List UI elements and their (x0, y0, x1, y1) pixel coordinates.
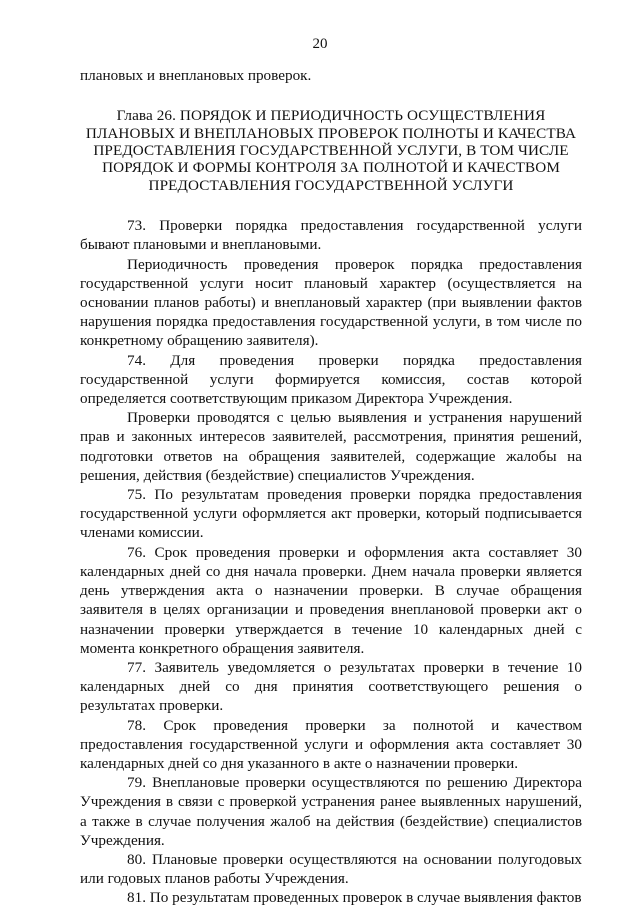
chapter-title-line: ПРЕДОСТАВЛЕНИЯ ГОСУДАРСТВЕННОЙ УСЛУГИ (148, 176, 514, 194)
paragraph-77: 77. Заявитель уведомляется о результатах проверки в течение 10 календарных дней со дня принятия соответствующего решения о результатах проверки. (80, 658, 582, 715)
paragraph-purpose: Проверки проводятся с целью выявления и устранения нарушений прав и законных интересов заявителей, рассмотрения, принятия решений, подготовки ответов на обращения заявителей, содержащие жалобы на решения, действия (бездействие) специалистов Учреждения. (80, 409, 582, 484)
paragraph-80: 80. Плановые проверки осуществляются на основании полугодовых или годовых планов работы Учреждения. (80, 850, 582, 888)
page-number: 20 (312, 36, 328, 52)
paragraph-81: 81. По результатам проведенных проверок в случае выявления фактов (127, 889, 582, 907)
chapter-title-line: ПРЕДОСТАВЛЕНИЯ ГОСУДАРСТВЕННОЙ УСЛУГИ, В ТОМ ЧИСЛЕ (93, 142, 569, 160)
paragraph-74: 74. Для проведения проверки порядка предоставления государственной услуги формируется комиссия, состав которой определяется соответствующим приказом Директора Учреждения. (80, 351, 582, 408)
lead-text: плановых и внеплановых проверок. (80, 67, 312, 84)
paragraph-75: 75. По результатам проведения проверки порядка предоставления государственной услуги оформляется акт проверки, который подписывается членами комиссии. (80, 486, 582, 542)
paragraph-73: 73. Проверки порядка предоставления государственной услуги бывают плановыми и внеплановыми. (80, 217, 582, 254)
chapter-title-line: ПОРЯДОК И ФОРМЫ КОНТРОЛЯ ЗА ПОЛНОТОЙ И КАЧЕСТВОМ (102, 159, 560, 177)
chapter-title (80, 107, 582, 194)
paragraph-76: 76. Срок проведения проверки и оформления акта составляет 30 календарных дней со дня начала проверки. Днем начала проверки является день утверждения акта о назначении проверки. В случае обращения заявителя в целях организации и проведения внеплановой проверки акт о назначении проверки утверждается в течение 10 календарных дней с момента конкретного обращения заявителя. (80, 543, 582, 657)
page-content (80, 66, 582, 908)
chapter-title-line: ПЛАНОВЫХ И ВНЕПЛАНОВЫХ ПРОВЕРОК ПОЛНОТЫ И КАЧЕСТВА (85, 124, 577, 142)
paragraph-periodicity: Периодичность проведения проверок порядка предоставления государственной услуги носит плановый характер (осуществляется на основании планов работы) и внеплановый характер (при выявлении фактов нарушения порядка предоставления государственной услуги, в том числе по конкретному обращению заявителя). (80, 255, 582, 350)
paragraph-78: 78. Срок проведения проверки за полнотой и качеством предоставления государственной услуги и оформления акта составляет 30 календарных дней со дня указанного в акте о назначении проверки. (80, 716, 582, 772)
chapter-title-line: Глава 26. ПОРЯДОК И ПЕРИОДИЧНОСТЬ ОСУЩЕСТВЛЕНИЯ (116, 107, 546, 125)
paragraph-79: 79. Внеплановые проверки осуществляются по решению Директора Учреждения в связи с проверкой устранения ранее выявленных нарушений, а также в случае получения жалоб на действия (бездействие) специалистов Учреждения. (80, 774, 582, 849)
